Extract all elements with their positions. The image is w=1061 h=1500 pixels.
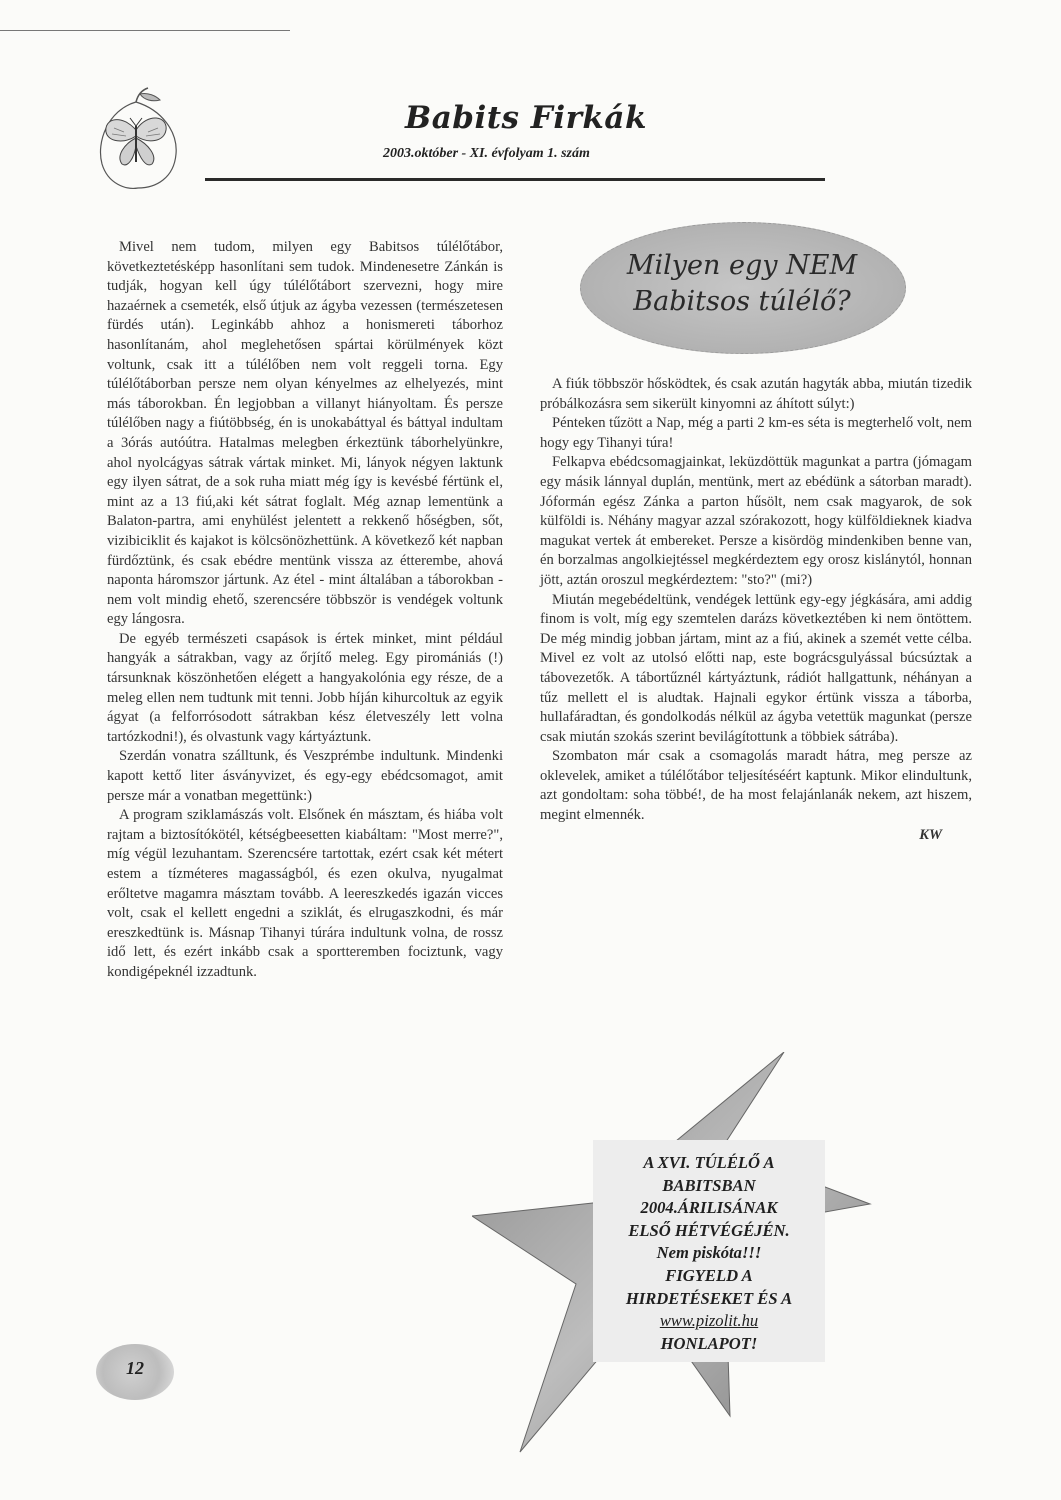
page-number: 12 xyxy=(126,1358,144,1378)
event-advert xyxy=(593,1140,825,1362)
article-paragraph: Szombaton már csak a csomagolás maradt hátra, meg persze az oklevelek, amiket a túlélőtábor teljesítéséért kaptunk. Mikor elindultunk, azt gondoltam: soha többé!, de ha most felajánlanák nekem, azt hiszem, megint elmennék. xyxy=(540,748,972,824)
advert-line: BABITSBAN xyxy=(662,1175,756,1195)
headline-line-2: Babitsos túlélő? xyxy=(633,286,851,317)
butterfly-pear-logo xyxy=(78,84,194,194)
article-paragraph: A fiúk többször hősködtek, és csak azután hagyták abba, miután tizedik próbálkozásra sem sikerült kinyomni az áhított súlyt:) xyxy=(540,376,972,412)
article-paragraph: Szerdán vonatra szálltunk, és Veszprémbe indultunk. Mindenki kapott kettő liter ásványvizet, és egy-egy ebédcsomagot, amit persze már a vonatban megettünk:) xyxy=(107,748,503,804)
advert-website-link[interactable]: www.pizolit.hu xyxy=(659,1311,759,1331)
advert-line: HIRDETÉSEKET ÉS A xyxy=(625,1288,793,1308)
advert-line: HONLAPOT! xyxy=(660,1333,758,1353)
article-right-column xyxy=(540,375,972,845)
article-paragraph: Pénteken tűzött a Nap, még a parti 2 km-es séta is megterhelő volt, nem hogy egy Tihanyi túra! xyxy=(540,415,972,451)
article-paragraph: Miután megebédeltünk, vendégek lettünk egy-egy jégkására, ami addig finom is volt, míg egy szemtelen darázs következtében ki nem öntöttem. De még mindig jobban jártam, mint az a fiú, akinek a szemét vette célba. Mivel ez volt az utolsó előtti nap, este bográcsgulyással búcsúztak a tábovezetők. A tábortűznél kártyáztunk, rádiót hallgattunk, néhányan a tűz mellett el is aludtak. Hajnali egykor értünk vissza a táborba, hullafáradtan, és gondolkodás nélkül az ágyba vetettük magunkat (persze csak miután szokás szerint bevilágítottunk a többiek sátrába). xyxy=(540,591,972,745)
advert-line: A XVI. TÚLÉLŐ A xyxy=(643,1153,775,1172)
author-signature: KW xyxy=(919,826,942,843)
top-scan-line xyxy=(0,30,290,31)
issue-info: 2003.október - XI. évfolyam 1. szám xyxy=(383,146,590,161)
advert-line: 2004.ÁRILISÁNAK xyxy=(640,1198,778,1218)
advert-line: FIGYELD A xyxy=(665,1265,753,1285)
article-paragraph: De egyéb természeti csapások is értek minket, mint például hangyák a sátrakban, vagy az őrjítő meleg. Egy piromániás (!) társunknak köszönhetően elégett a hangyakolónia egy része, de a meleg ellen nem tudtunk mit tenni. Jobb híján kihurcoltuk az egyik ágyat (a felforrósodott sátrakban kész életveszély lett volna tartózkodni!), és olvastunk vagy kártyáztunk. xyxy=(107,630,503,745)
article-left-column xyxy=(107,238,503,983)
article-paragraph: A program sziklamászás volt. Elsőnek én másztam, és hiába volt rajtam a biztosítókötél, kétségbeesetten kiabáltam: "Most merre?", míg végül lezuhantam. Szerencsére tartottak, ezért csak két métert estem a tízméteres magasságból, és ezen okulva, nyugalmat erőltetve magamra másztam tovább. A leereszkedés igazán vicces volt, csak el kellett engedni a sziklát, és elrugaszkodni, és már ereszkedtünk is. Másnap Tihanyi túrára indultunk volna, de rossz idő lett, és ezért inkább csak a sportteremben fociztunk, vagy kondigépeknél izzadtunk. xyxy=(107,807,503,980)
article-paragraph: Felkapva ebédcsomagjainkat, leküzdöttük magunkat a partra (jómagam egy másik lánnyal duplán, mentünk, mert az ebédünk a sátorban maradt). Jóformán egész Zánka a parton hűsölt, nem csak magyarok, de sok külföldi is. Néhány magyar azzal szórakozott, hogy külföldieknek kiadva magukat vertek át embereket. Persze a kisördög mindenkiben benne van, én borzalmas angolkiejtéssel megkérdeztem egy orosz kislánytól, honnan jött, aztán oroszul megkérdeztem: "sto?" (mi?) xyxy=(540,454,972,588)
publication-title: Babits Firkák xyxy=(405,100,647,136)
header-divider xyxy=(205,178,825,181)
article-headline xyxy=(580,248,904,320)
article-paragraph: Mivel nem tudom, milyen egy Babitsos túlélőtábor, következtetésképp hasonlítani sem tudok. Mindenesetre Zánkán is tudják, hogyan kell úgy túlélőtábort szervezni, hogy mire hazaérnek a csemeték, első útjuk az ágyba vezessen (természetesen fürdés után). Leginkább ahhoz a honismereti táborhoz hasonlítanám, ahol meglehetősen spártai körülmények közt voltunk, csak itt a túlélőben nem volt reggeli torna. Egy túlélőtáborban persze nem olyan kényelmes az elhelyezés, mint más táborokban. Én legjobban a villanyt hiányoltam. És persze túlélőben nagy a fiútöbbség, én is unokabáttyal és báttyal indultam a 3órás autóútra. Hatalmas melegben érkeztünk táborhelyünkre, ahol nyolcágyas sátrak vártak minket. Mi, lányok négyen laktunk egy ilyen sátrat, de a sok ruha miatt még így is kevésbé fértünk el, mint az a 13 fiú,aki két sátrat foglalt. Még aznap lementünk a Balaton-partra, ami enyhülést jelentett a rekkenő hőségben, sőt, vizibiciklit és kajakot is kölcsönözhettünk. A következő két napban fürdőztünk, és csak ebédre mentünk vissza az étterembe, ahová naponta háromszor jártunk. Az étel - mint általában a táborokban - nem volt mindig ehető, szerencsére többször is vendégek voltunk egy lángosra. xyxy=(107,239,503,628)
advert-line: ELSŐ HÉTVÉGÉJÉN. xyxy=(628,1220,790,1240)
advert-line: Nem piskóta!!! xyxy=(656,1243,762,1263)
headline-line-1: Milyen egy NEM xyxy=(626,250,858,281)
